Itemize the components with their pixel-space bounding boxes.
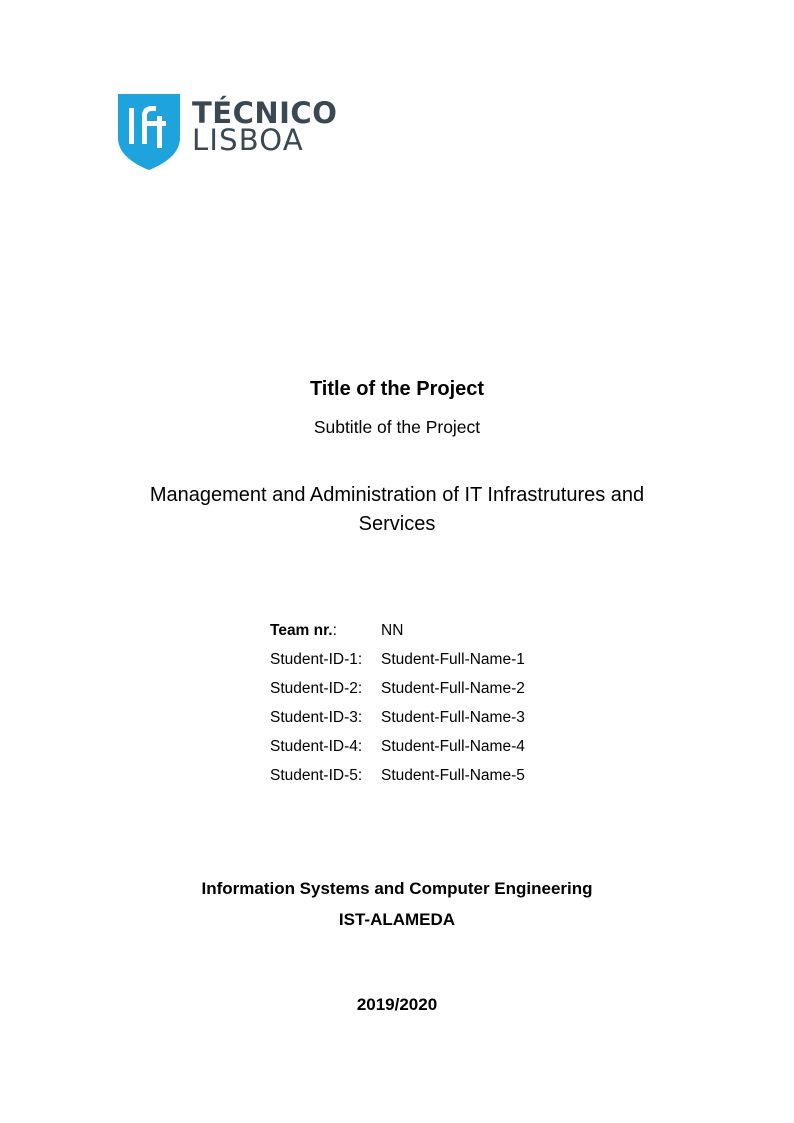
student-row (270, 678, 525, 707)
student-row (270, 649, 525, 678)
team-number-row (270, 620, 525, 649)
team-number-value: NN (381, 622, 404, 639)
degree-program: Information Systems and Computer Engineering (201, 879, 593, 898)
student-name: Student-Full-Name-3 (381, 709, 525, 726)
academic-year: 2019/2020 (356, 995, 438, 1014)
student-id: Student-ID-5: (270, 767, 363, 784)
student-row (270, 736, 525, 765)
logo-wordmark-line1: TÉCNICO (192, 96, 338, 130)
campus-name: IST-ALAMEDA (338, 910, 456, 929)
project-subtitle: Subtitle of the Project (313, 417, 481, 437)
team-info (270, 620, 525, 794)
student-id: Student-ID-1: (270, 651, 363, 668)
team-number-label: Team nr.: (270, 622, 337, 639)
student-name: Student-Full-Name-1 (381, 651, 525, 668)
student-name: Student-Full-Name-5 (381, 767, 525, 784)
student-id: Student-ID-3: (270, 709, 363, 726)
student-id: Student-ID-2: (270, 680, 363, 697)
shield-icon (118, 94, 180, 170)
course-name: Management and Administration of IT Infrastrutures and Services (149, 484, 645, 535)
student-row (270, 707, 525, 736)
logo-wordmark-line2: LISBOA (192, 123, 304, 157)
student-name: Student-Full-Name-2 (381, 680, 525, 697)
student-name: Student-Full-Name-4 (381, 738, 525, 755)
institution-logo (118, 94, 338, 170)
student-row (270, 765, 525, 794)
student-id: Student-ID-4: (270, 738, 363, 755)
project-title: Title of the Project (309, 378, 485, 400)
